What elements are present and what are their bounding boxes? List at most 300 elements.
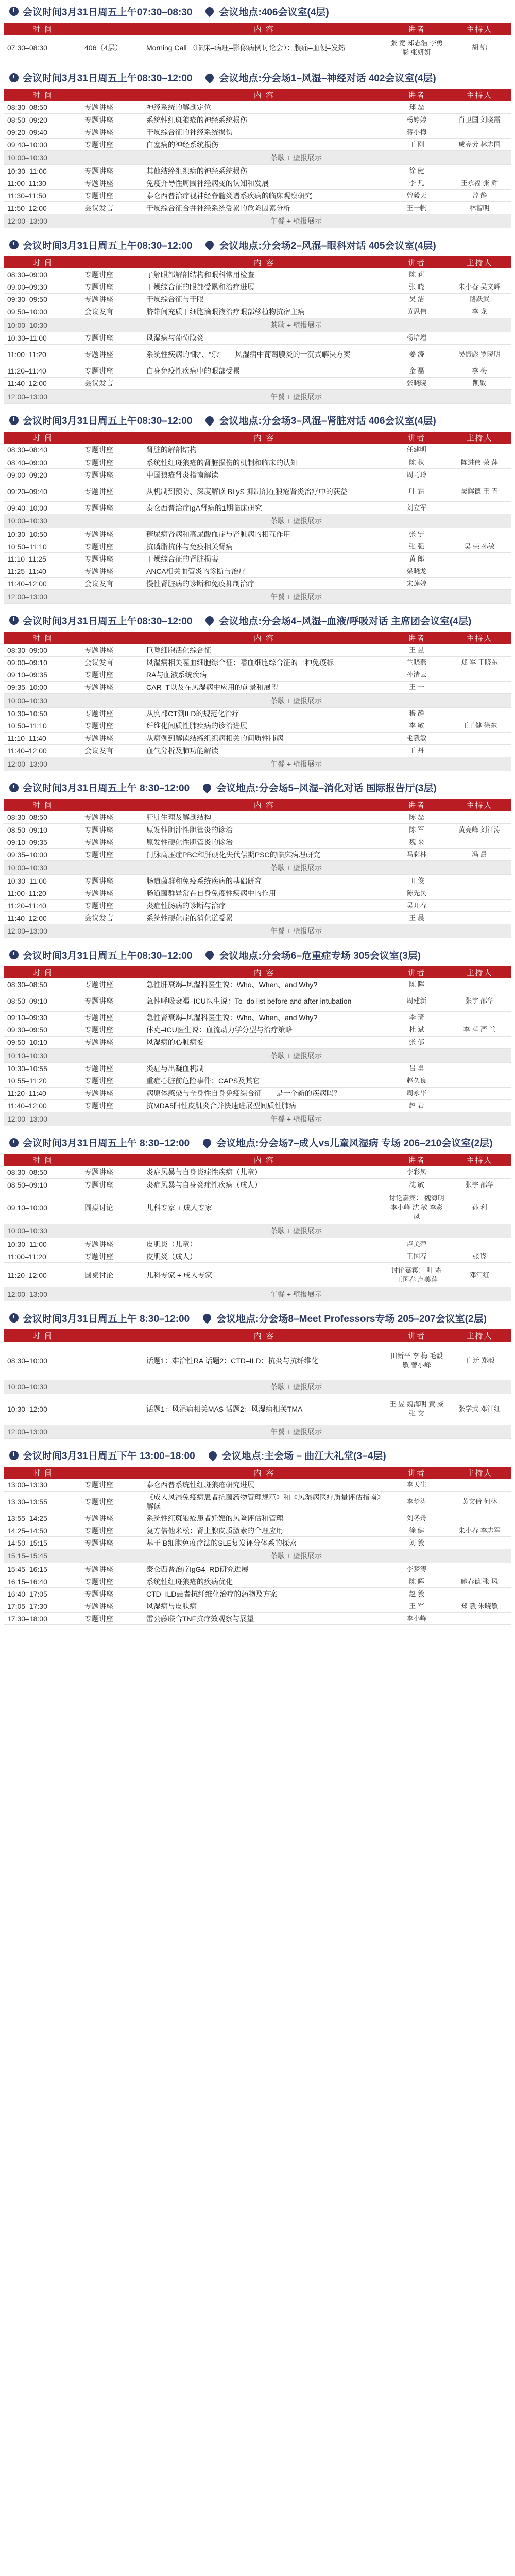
row-time: 09:00–09:30 <box>4 281 81 293</box>
row-type: 会议发言 <box>81 377 143 389</box>
section-gap <box>0 1301 515 1307</box>
row-speaker: 王 晨 <box>385 912 448 924</box>
row-topic: 白身免疫性疾病中的眼部受累 <box>143 365 385 377</box>
session-time: 会议时间3月31日周五上午08:30–12:00 <box>23 240 193 251</box>
session-time: 会议时间3月31日周五上午08:30–12:00 <box>23 616 193 627</box>
row-speaker: 刘立军 <box>385 502 448 514</box>
table-row <box>4 126 511 139</box>
break-row <box>4 389 511 403</box>
table-header-row <box>4 632 511 644</box>
header-host: 主持人 <box>448 256 511 268</box>
row-time: 10:00–10:30 <box>4 1224 81 1238</box>
clock-icon <box>9 616 19 625</box>
table-header-row <box>4 89 511 101</box>
row-host <box>448 644 511 656</box>
row-host: 王 迁 郑毅 <box>448 1342 511 1380</box>
row-speaker: 吴开春 <box>385 900 448 912</box>
table-row <box>4 1179 511 1191</box>
header-host: 主持人 <box>448 432 511 444</box>
row-speaker: 李 敏 <box>385 720 448 732</box>
table-row <box>4 1563 511 1575</box>
row-time: 12:00–13:00 <box>4 590 81 604</box>
row-topic: 风湿病的心脏病变 <box>143 1036 385 1048</box>
table-row <box>4 1600 511 1613</box>
row-speaker: 吕 勇 <box>385 1062 448 1075</box>
row-type: 专题讲座 <box>81 875 143 887</box>
header-content: 内 容 <box>143 1154 385 1166</box>
table-header-row <box>4 1467 511 1479</box>
row-time: 10:30–12:00 <box>4 1394 81 1425</box>
table-row <box>4 887 511 900</box>
header-kind <box>81 23 143 35</box>
row-topic: 纤维化间质性肺疾病的诊治进展 <box>143 720 385 732</box>
row-speaker: 张晓晓 <box>385 377 448 389</box>
row-time: 11:40–12:00 <box>4 912 81 924</box>
row-type: 专题讲座 <box>81 101 143 114</box>
row-type: 专题讲座 <box>81 1479 143 1492</box>
header-time: 时 间 <box>4 23 81 35</box>
row-time: 07:30–08:30 <box>4 35 81 61</box>
table-row <box>4 912 511 924</box>
session-header <box>0 943 515 966</box>
row-type: 专题讲座 <box>81 1537 143 1549</box>
table-row <box>4 1492 511 1512</box>
row-type: 专题讲座 <box>81 565 143 578</box>
row-speaker: 姜 涛 <box>385 344 448 365</box>
row-host <box>448 444 511 456</box>
row-type: 专题讲座 <box>81 720 143 732</box>
schedule-table <box>4 632 511 771</box>
schedule-table <box>4 23 511 61</box>
row-topic: CAR–T以及在风湿病中应用的前景和展望 <box>143 681 385 693</box>
table-row <box>4 101 511 114</box>
clock-icon <box>9 1313 19 1323</box>
session-location: 会议地点:分会场8–Meet Professors专场 205–207会议室(2层) <box>216 1313 487 1325</box>
row-time: 10:00–10:30 <box>4 1380 81 1394</box>
row-time: 08:50–09:20 <box>4 114 81 126</box>
row-speaker: 张 晓 <box>385 281 448 293</box>
session-header <box>0 66 515 89</box>
break-row <box>4 1425 511 1438</box>
break-label: 午餐 + 壁报展示 <box>81 924 511 938</box>
break-label: 茶歇 + 壁报展示 <box>81 1380 511 1394</box>
row-time: 11:40–12:00 <box>4 377 81 389</box>
row-host: 黄亮峰 刘江涛 <box>448 824 511 836</box>
row-speaker: 陈 磊 <box>385 811 448 824</box>
row-host <box>448 1238 511 1250</box>
section-gap <box>0 404 515 409</box>
header-time: 时 间 <box>4 799 81 811</box>
row-time: 09:10–09:35 <box>4 669 81 681</box>
row-speaker: 孙清云 <box>385 669 448 681</box>
row-time: 09:50–10:10 <box>4 1036 81 1048</box>
row-topic: 风湿病相关噬血细胞综合征：嗜血细胞综合征的一种免疫标 <box>143 656 385 669</box>
row-topic: 体克–ICU医生说：血流动力学分型与治疗策略 <box>143 1024 385 1036</box>
row-host: 陈进伟 荣 萍 <box>448 456 511 469</box>
row-host <box>448 1588 511 1600</box>
row-speaker: 曾毅天 <box>385 190 448 202</box>
table-row <box>4 1479 511 1492</box>
table-row <box>4 578 511 590</box>
schedule-table <box>4 89 511 229</box>
row-type: 专题讲座 <box>81 1524 143 1537</box>
row-type: 专题讲座 <box>81 456 143 469</box>
header-speaker: 讲者 <box>385 1154 448 1166</box>
row-speaker: 黄思伟 <box>385 306 448 318</box>
row-host <box>448 744 511 757</box>
location-pin-icon <box>207 1449 218 1461</box>
header-kind <box>81 1154 143 1166</box>
row-host: 邓江红 <box>448 1263 511 1287</box>
row-topic: 儿科专家 + 成人专家 <box>143 1191 385 1224</box>
row-time: 09:35–10:00 <box>4 681 81 693</box>
row-host <box>448 707 511 720</box>
row-topic: 抗磷脂抗体与免疫相关肾病 <box>143 540 385 553</box>
row-topic: 中国狼疮肾炎指南解读 <box>143 469 385 481</box>
table-row <box>4 824 511 836</box>
row-time: 11:10–11:40 <box>4 732 81 744</box>
row-time: 08:50–09:10 <box>4 824 81 836</box>
header-kind <box>81 432 143 444</box>
row-host <box>448 1166 511 1179</box>
session-header <box>0 1444 515 1467</box>
section-gap <box>0 228 515 233</box>
row-speaker: 卢美萍 <box>385 1238 448 1250</box>
row-topic: 巨噬细胞活化综合征 <box>143 644 385 656</box>
row-host: 肖卫国 刘晓霞 <box>448 114 511 126</box>
row-time: 10:00–10:30 <box>4 318 81 332</box>
table-row <box>4 720 511 732</box>
header-time: 时 间 <box>4 1154 81 1166</box>
row-type: 专题讲座 <box>81 824 143 836</box>
row-type: 专题讲座 <box>81 293 143 306</box>
row-topic: 话题1：风湿病相关MAS 话题2：风湿病相关TMA <box>143 1394 385 1425</box>
row-host <box>448 681 511 693</box>
header-time: 时 间 <box>4 432 81 444</box>
table-row <box>4 481 511 502</box>
row-host: 张晓 <box>448 1250 511 1263</box>
row-time: 08:30–08:50 <box>4 101 81 114</box>
row-speaker: 王 刚 <box>385 139 448 151</box>
row-speaker: 蒋小梅 <box>385 126 448 139</box>
table-header-row <box>4 23 511 35</box>
break-label: 午餐 + 壁报展示 <box>81 1112 511 1126</box>
table-row <box>4 202 511 214</box>
header-kind <box>81 1467 143 1479</box>
row-time: 09:10–10:00 <box>4 1191 81 1224</box>
row-host: 咸亮芳 林志国 <box>448 139 511 151</box>
row-time: 17:05–17:30 <box>4 1600 81 1613</box>
row-type: 专题讲座 <box>81 553 143 565</box>
row-type: 专题讲座 <box>81 139 143 151</box>
row-topic: 原发性硬化性胆管炎的诊治 <box>143 836 385 849</box>
table-row <box>4 365 511 377</box>
row-host <box>448 1075 511 1087</box>
break-row <box>4 1112 511 1126</box>
row-topic: 病原体感染与全身性自身免疫综合征——是一个新的疾病吗？ <box>143 1087 385 1099</box>
header-host: 主持人 <box>448 23 511 35</box>
table-row <box>4 1087 511 1099</box>
header-content: 内 容 <box>143 256 385 268</box>
row-type: 专题讲座 <box>81 707 143 720</box>
row-time: 15:15–15:45 <box>4 1549 81 1563</box>
session-time: 会议时间3月31日周五上午08:30–12:00 <box>23 416 193 427</box>
session-header <box>0 1131 515 1154</box>
row-time: 10:30–11:00 <box>4 1238 81 1250</box>
table-row <box>4 1342 511 1380</box>
row-host <box>448 165 511 177</box>
row-topic: 话题1：难治性RA 话题2：CTD–ILD：抗炎与抗纤维化 <box>143 1342 385 1380</box>
row-speaker: 陈 莉 <box>385 268 448 281</box>
row-type: 专题讲座 <box>81 978 143 991</box>
break-row <box>4 757 511 771</box>
table-row <box>4 177 511 190</box>
row-time: 14:50–15:15 <box>4 1537 81 1549</box>
row-host: 黄文倩 何林 <box>448 1492 511 1512</box>
header-content: 内 容 <box>143 23 385 35</box>
table-row <box>4 1588 511 1600</box>
table-row <box>4 732 511 744</box>
header-time: 时 间 <box>4 89 81 101</box>
clock-icon <box>9 7 19 16</box>
table-row <box>4 553 511 565</box>
row-time: 10:00–10:30 <box>4 151 81 165</box>
row-host <box>448 811 511 824</box>
row-topic: CTD–ILD患者抗纤维化治疗的药物及方案 <box>143 1588 385 1600</box>
table-row <box>4 978 511 991</box>
row-topic: 重症心脏前危险事件：CAPS及其它 <box>143 1075 385 1087</box>
header-content: 内 容 <box>143 1467 385 1479</box>
row-speaker: 讨论嘉宾： 叶 霜 王国春 卢美萍 <box>385 1263 448 1287</box>
row-speaker: 任建明 <box>385 444 448 456</box>
row-type: 专题讲座 <box>81 1575 143 1588</box>
schedule-table <box>4 256 511 404</box>
table-row <box>4 644 511 656</box>
row-time: 12:00–13:00 <box>4 1112 81 1126</box>
session-time: 会议时间3月31日周五上午 8:30–12:00 <box>23 783 190 794</box>
table-row <box>4 469 511 481</box>
table-row <box>4 190 511 202</box>
row-type: 专题讲座 <box>81 1024 143 1036</box>
row-time: 12:00–13:00 <box>4 1425 81 1438</box>
row-time: 12:00–13:00 <box>4 214 81 228</box>
table-row <box>4 1613 511 1625</box>
header-speaker: 讲者 <box>385 1329 448 1342</box>
row-topic: 白塞病的神经系统损伤 <box>143 139 385 151</box>
table-row <box>4 268 511 281</box>
row-host: 朱小春 李志军 <box>448 1524 511 1537</box>
section-gap <box>0 604 515 609</box>
session-time: 会议时间3月31日周五下午 13:00–18:00 <box>23 1451 195 1462</box>
row-topic: 原发性胆汁性胆管炎的诊治 <box>143 824 385 836</box>
row-host: 吴辉德 王 青 <box>448 481 511 502</box>
break-row <box>4 1224 511 1238</box>
row-topic: 抗MDA5阳性皮肌炎合并快速进展型间质性肺病 <box>143 1099 385 1112</box>
row-host <box>448 1087 511 1099</box>
location-pin-icon <box>204 6 216 18</box>
table-row <box>4 656 511 669</box>
session-location: 会议地点:分会场7–成人vs儿童风湿病 专场 206–210会议室(2层) <box>216 1138 493 1149</box>
row-topic: 系统性疾病的“眼”、“乐”——风湿病中葡萄膜炎的一沉式解决方案 <box>143 344 385 365</box>
table-row <box>4 1036 511 1048</box>
break-row <box>4 151 511 165</box>
row-type <box>81 1394 143 1425</box>
row-speaker: 李天生 <box>385 1479 448 1492</box>
row-host: 朱小春 吴文辉 <box>448 281 511 293</box>
row-host: 胡 锦 <box>448 35 511 61</box>
row-speaker: 李 凡 <box>385 177 448 190</box>
header-time: 时 间 <box>4 632 81 644</box>
clock-icon <box>9 1451 19 1460</box>
row-host <box>448 887 511 900</box>
row-type: 专题讲座 <box>81 732 143 744</box>
table-row <box>4 1575 511 1588</box>
row-topic: 从病例到解读结缔组织病相关的间质性肺病 <box>143 732 385 744</box>
row-time: 09:00–09:10 <box>4 656 81 669</box>
session-time: 会议时间3月31日周五上午08:30–12:00 <box>23 73 193 84</box>
row-host <box>448 553 511 565</box>
table-row <box>4 669 511 681</box>
row-topic: 急性肝衰竭–风湿科医生说：Who、When、and Why? <box>143 978 385 991</box>
row-topic: 皮肌炎（成人） <box>143 1250 385 1263</box>
row-type: 专题讲座 <box>81 1492 143 1512</box>
row-time: 10:30–10:50 <box>4 528 81 540</box>
row-speaker: 徐 健 <box>385 1524 448 1537</box>
table-header-row <box>4 966 511 978</box>
row-host <box>448 578 511 590</box>
row-speaker: 王 一 <box>385 681 448 693</box>
row-type: 会议发言 <box>81 744 143 757</box>
header-speaker: 讲者 <box>385 799 448 811</box>
row-host: 林智明 <box>448 202 511 214</box>
row-time: 11:20–11:40 <box>4 900 81 912</box>
row-type: 专题讲座 <box>81 991 143 1011</box>
row-time: 11:20–11:40 <box>4 365 81 377</box>
row-time: 09:20–09:40 <box>4 481 81 502</box>
break-label: 茶歇 + 壁报展示 <box>81 861 511 875</box>
table-row <box>4 1024 511 1036</box>
row-type: 会议发言 <box>81 912 143 924</box>
header-host: 主持人 <box>448 1154 511 1166</box>
header-content: 内 容 <box>143 799 385 811</box>
table-row <box>4 165 511 177</box>
row-speaker: 王 丹 <box>385 744 448 757</box>
table-row <box>4 114 511 126</box>
row-host <box>448 875 511 887</box>
row-host: 鲍春德 张 风 <box>448 1575 511 1588</box>
session-time: 会议时间3月31日周五上午 8:30–12:00 <box>23 1138 190 1149</box>
row-time: 12:00–13:00 <box>4 1287 81 1301</box>
row-type: 专题讲座 <box>81 1512 143 1524</box>
row-host <box>448 528 511 540</box>
row-type: 会议发言 <box>81 306 143 318</box>
header-content: 内 容 <box>143 632 385 644</box>
row-speaker: 叶 霜 <box>385 481 448 502</box>
row-speaker: 周建新 <box>385 991 448 1011</box>
row-speaker: 张 宽 郑志浩 李勇彩 张妍妍 <box>385 35 448 61</box>
row-speaker: 马彩林 <box>385 849 448 861</box>
row-host <box>448 1036 511 1048</box>
row-host: 李 萍 严 兰 <box>448 1024 511 1036</box>
row-time: 10:00–10:30 <box>4 693 81 707</box>
row-type: 专题讲座 <box>81 469 143 481</box>
row-topic: 干燥综合征的眼部受累和治疗进展 <box>143 281 385 293</box>
row-host: 凯敏 <box>448 377 511 389</box>
row-time: 09:00–09:20 <box>4 469 81 481</box>
row-topic: 慢性肾脏病的诊断和免疫抑制治疗 <box>143 578 385 590</box>
row-speaker: 周巧玲 <box>385 469 448 481</box>
row-type: 专题讲座 <box>81 268 143 281</box>
clock-icon <box>9 240 19 249</box>
table-row <box>4 565 511 578</box>
table-row <box>4 744 511 757</box>
row-speaker: 陈 军 <box>385 824 448 836</box>
table-header-row <box>4 256 511 268</box>
session-section <box>0 233 515 409</box>
row-type: 专题讲座 <box>81 177 143 190</box>
session-section <box>0 66 515 234</box>
header-kind <box>81 89 143 101</box>
row-time: 08:50–09:10 <box>4 1179 81 1191</box>
row-time: 10:50–11:10 <box>4 720 81 732</box>
session-location: 会议地点:分会场4–风湿–血液/呼吸对话 主席团会议室(4层) <box>219 616 472 627</box>
row-type: 专题讲座 <box>81 1179 143 1191</box>
table-row <box>4 502 511 514</box>
row-topic: 泰仑西普系统性红斑狼疮研究进展 <box>143 1479 385 1492</box>
break-row <box>4 590 511 604</box>
row-type: 406（4层） <box>81 35 143 61</box>
row-time: 09:40–10:00 <box>4 139 81 151</box>
break-label: 午餐 + 壁报展示 <box>81 590 511 604</box>
row-host <box>448 1563 511 1575</box>
row-speaker: 吴 洁 <box>385 293 448 306</box>
row-speaker: 沈 敏 <box>385 1179 448 1191</box>
session-section <box>0 1131 515 1307</box>
row-host <box>448 502 511 514</box>
row-speaker: 李 琦 <box>385 1011 448 1024</box>
table-row <box>4 332 511 344</box>
section-gap <box>0 771 515 776</box>
row-host <box>448 126 511 139</box>
row-time: 11:00–11:20 <box>4 344 81 365</box>
row-speaker: 毛毅敏 <box>385 732 448 744</box>
row-time: 10:10–10:30 <box>4 1048 81 1062</box>
row-host: 张宇 邵华 <box>448 1179 511 1191</box>
row-speaker: 李梦涛 <box>385 1492 448 1512</box>
row-topic: 脐带间充质干细胞滴眼液治疗眼部移植物抗宿主病 <box>143 306 385 318</box>
clock-icon <box>9 416 19 425</box>
row-topic: 复方倍他米松：肾上腺皮质激素的合理应用 <box>143 1524 385 1537</box>
row-topic: 系统性红斑狼疮的疾病优化 <box>143 1575 385 1588</box>
row-topic: 基于 B细胞免疫疗法的SLE复发评分体系的探索 <box>143 1537 385 1549</box>
row-topic: 其他结缔组织病的神经系统损伤 <box>143 165 385 177</box>
row-type: 专题讲座 <box>81 849 143 861</box>
location-pin-icon <box>204 72 216 83</box>
row-time: 13:30–13:55 <box>4 1492 81 1512</box>
row-topic: 雷公藤联合TNF抗疗效观察与展望 <box>143 1613 385 1625</box>
table-row <box>4 1394 511 1425</box>
location-pin-icon <box>204 414 216 426</box>
row-topic: 风湿病与葡萄膜炎 <box>143 332 385 344</box>
row-time: 11:00–11:30 <box>4 177 81 190</box>
row-host <box>448 1613 511 1625</box>
row-type: 专题讲座 <box>81 811 143 824</box>
row-topic: 血气分析及肺功能解读 <box>143 744 385 757</box>
row-host <box>448 912 511 924</box>
row-time: 09:10–09:30 <box>4 1011 81 1024</box>
table-row <box>4 444 511 456</box>
row-type: 专题讲座 <box>81 887 143 900</box>
